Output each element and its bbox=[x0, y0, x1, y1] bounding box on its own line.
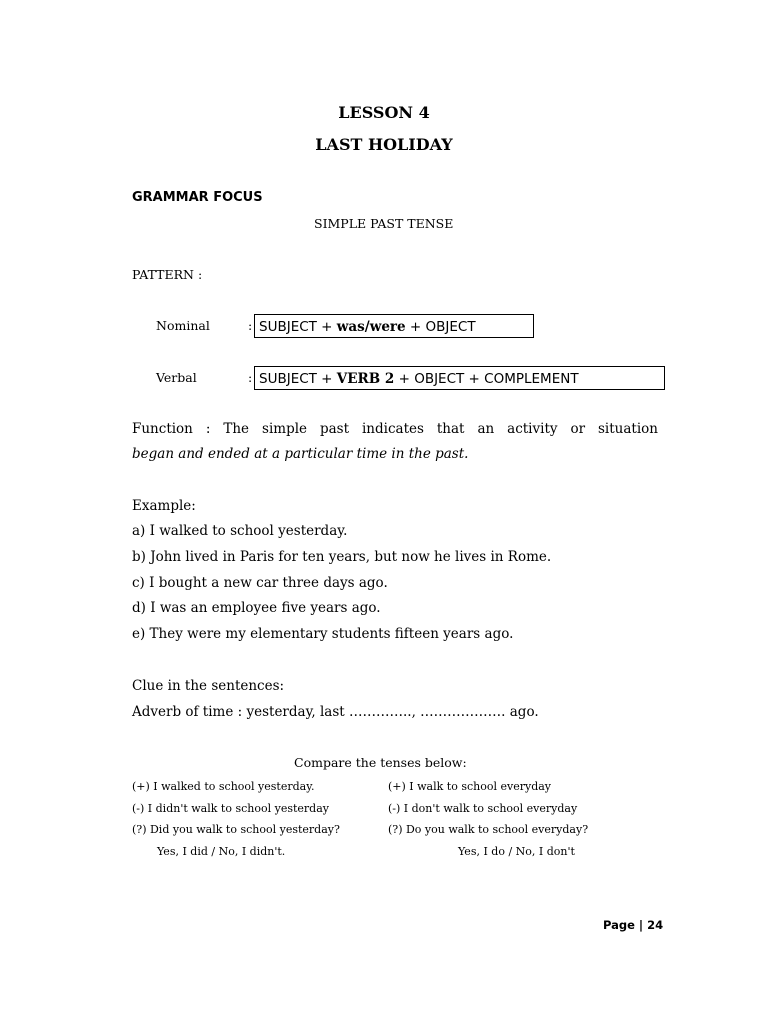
nominal-formula-verb: was/were bbox=[336, 319, 406, 335]
compare-left-answer: Yes, I did / No, I didn't. bbox=[157, 845, 286, 858]
lesson-number-title: LESSON 4 bbox=[338, 103, 430, 122]
nominal-formula-part1: SUBJECT + bbox=[259, 319, 337, 335]
compare-right-line: (+) I walk to school everyday bbox=[388, 780, 552, 793]
function-description-italic: began and ended at a particular time in the past. bbox=[132, 446, 469, 462]
verbal-label: Verbal bbox=[156, 370, 197, 385]
verbal-colon: : bbox=[248, 370, 253, 385]
compare-heading: Compare the tenses below: bbox=[294, 755, 467, 770]
nominal-formula-box bbox=[254, 314, 534, 338]
verbal-formula-verb: VERB 2 bbox=[336, 371, 395, 387]
compare-left-line: (-) I didn't walk to school yesterday bbox=[132, 802, 329, 815]
nominal-colon: : bbox=[248, 318, 253, 333]
example-item: d) I was an employee five years ago. bbox=[132, 600, 381, 616]
grammar-topic: SIMPLE PAST TENSE bbox=[314, 216, 454, 231]
clue-heading: Clue in the sentences: bbox=[132, 678, 285, 694]
compare-right-line: (?) Do you walk to school everyday? bbox=[388, 823, 589, 836]
compare-right-answer: Yes, I do / No, I don't bbox=[458, 845, 575, 858]
nominal-label: Nominal bbox=[156, 318, 210, 333]
verbal-formula-part2: + OBJECT + COMPLEMENT bbox=[394, 371, 579, 387]
example-heading: Example: bbox=[132, 498, 196, 514]
adverb-of-time: Adverb of time : yesterday, last ………….., ………………. ago. bbox=[132, 704, 539, 720]
compare-left-line: (?) Did you walk to school yesterday? bbox=[132, 823, 340, 836]
example-item: b) John lived in Paris for ten years, but now he lives in Rome. bbox=[132, 549, 552, 565]
example-item: c) I bought a new car three days ago. bbox=[132, 575, 388, 591]
compare-left-line: (+) I walked to school yesterday. bbox=[132, 780, 315, 793]
page-number: Page | 24 bbox=[603, 918, 664, 932]
verbal-formula-part1: SUBJECT + bbox=[259, 371, 337, 387]
example-item: e) They were my elementary students fifteen years ago. bbox=[132, 626, 514, 642]
lesson-title: LAST HOLIDAY bbox=[315, 135, 453, 154]
verbal-formula-box bbox=[254, 366, 665, 390]
example-item: a) I walked to school yesterday. bbox=[132, 523, 348, 539]
nominal-formula-part2: + OBJECT bbox=[405, 319, 476, 335]
compare-right-line: (-) I don't walk to school everyday bbox=[388, 802, 578, 815]
grammar-focus-heading: GRAMMAR FOCUS bbox=[132, 190, 263, 205]
pattern-label: PATTERN : bbox=[132, 267, 203, 282]
function-description: Function : The simple past indicates that an activity or situation bbox=[132, 421, 658, 437]
